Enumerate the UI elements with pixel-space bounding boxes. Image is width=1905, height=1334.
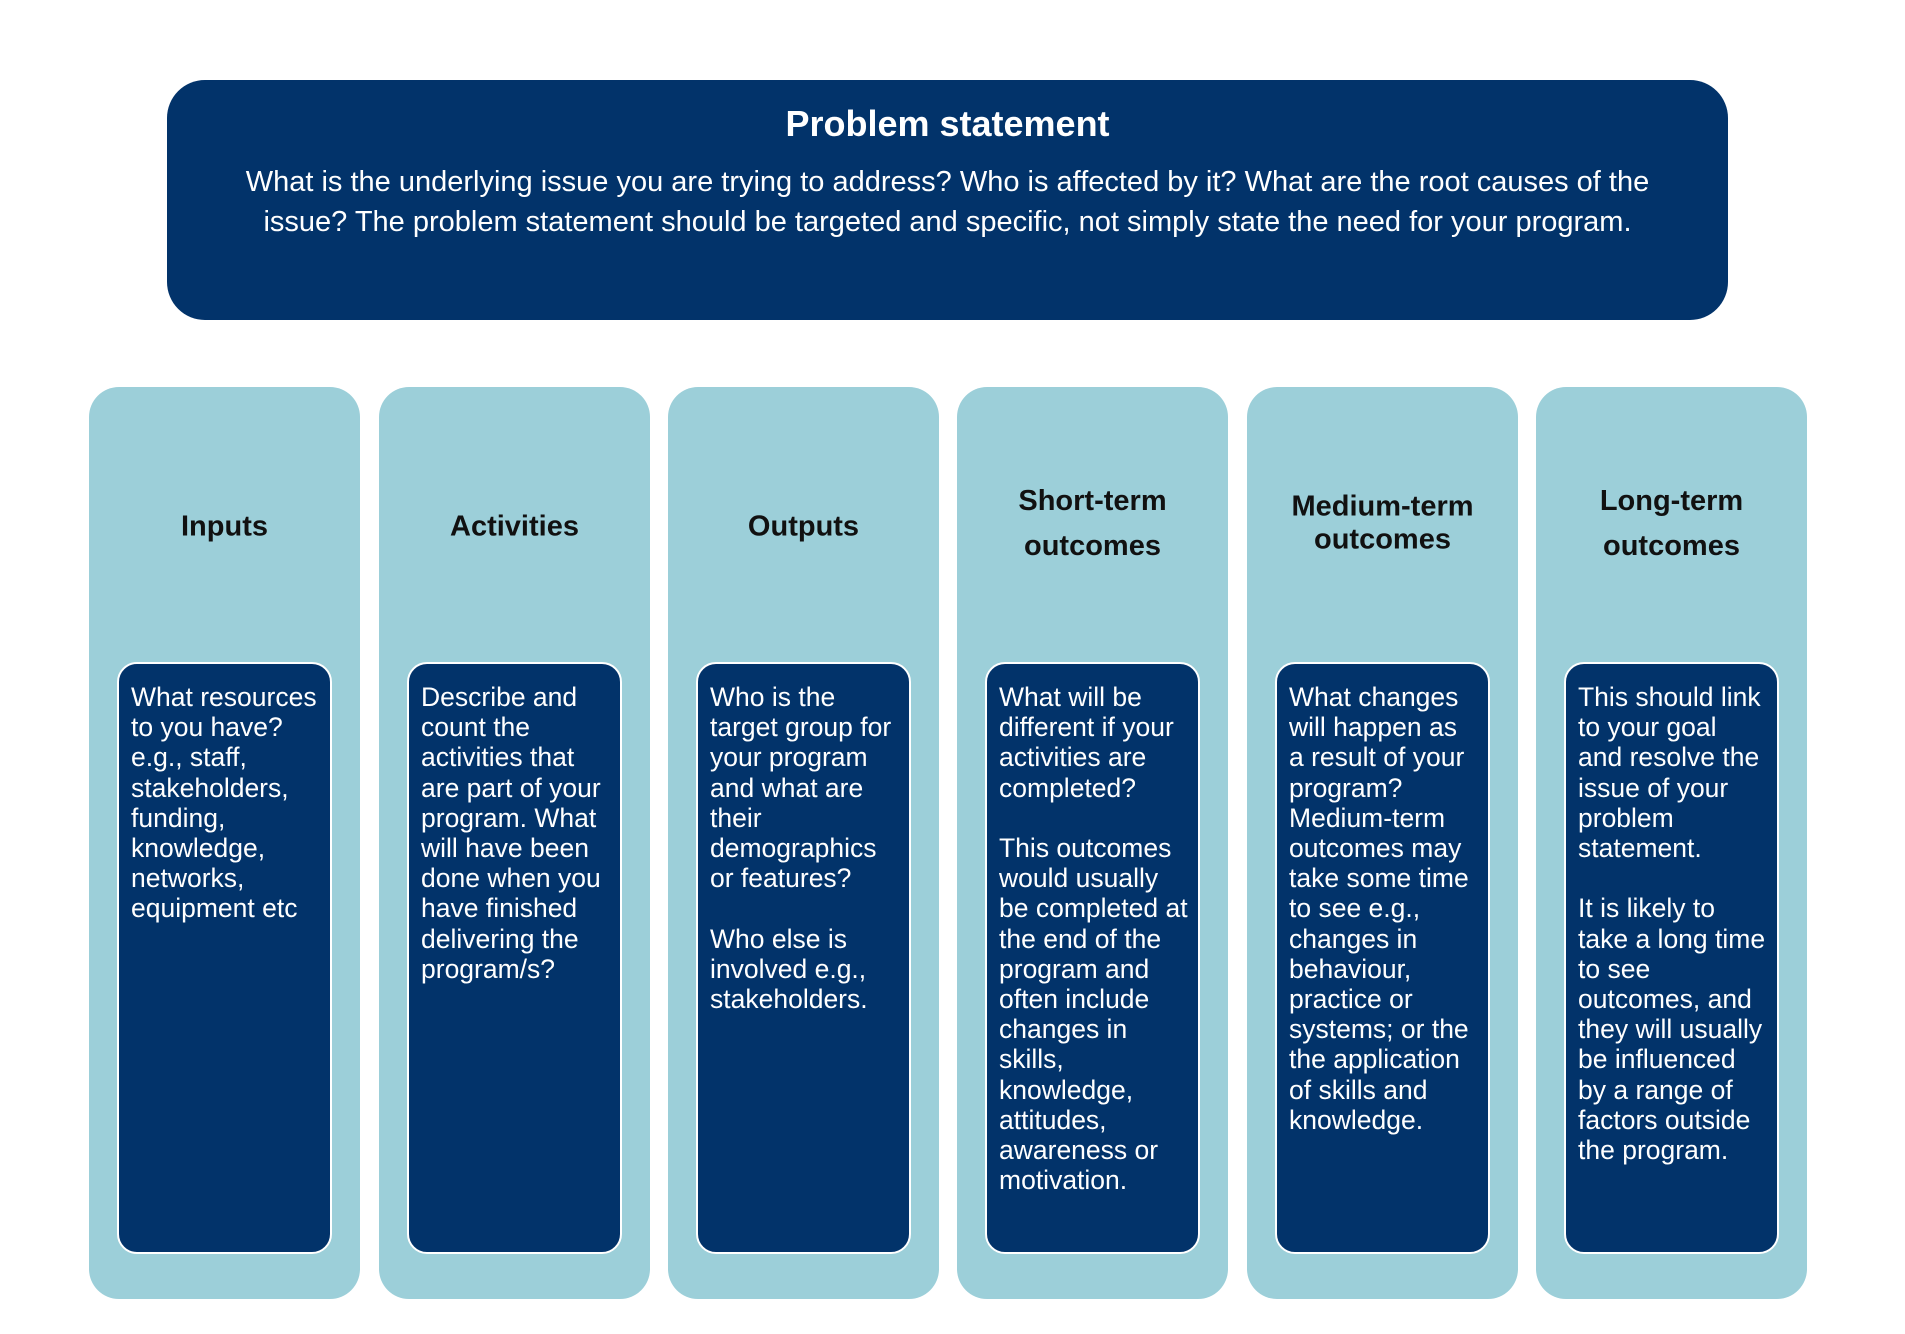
column-title-inputs: Inputs xyxy=(181,510,268,543)
column-medium-term-outcomes xyxy=(1247,387,1518,1299)
problem-statement-text: What is the underlying issue you are trying to address? Who is affected by it? What are the root causes of the issue? The problem statement should be targeted and specific, not simply state the need for your program. xyxy=(245,166,1650,238)
column-title-long-term-outcomes: Long-term outcomes xyxy=(1599,485,1744,562)
column-title-short-term-outcomes: Short-term outcomes xyxy=(1018,485,1167,562)
column-card-long-term-outcomes: This should link to your goal and resolve the issue of your problem statement. It is likely to take a long time to see outcomes, and they will usually be influenced by a range of factors outside the program. xyxy=(1564,662,1779,1254)
column-title-outputs: Outputs xyxy=(747,510,860,543)
column-long-term-outcomes xyxy=(1536,387,1807,1299)
column-title-activities: Activities xyxy=(450,510,579,543)
column-inputs xyxy=(89,387,360,1299)
column-title-medium-term-outcomes: Medium-term outcomes xyxy=(1291,490,1474,556)
problem-statement-box xyxy=(167,80,1728,320)
column-card-outputs: Who is the target group for your program and what are their demographics or features? Who else is involved e.g., stakeholders. xyxy=(696,662,911,1254)
problem-statement-title: Problem statement xyxy=(785,103,1110,144)
column-card-inputs: What resources to you have? e.g., staff, stakeholders, funding, knowledge, networks, equipment etc xyxy=(117,662,332,1254)
column-short-term-outcomes xyxy=(957,387,1228,1299)
column-card-short-term-outcomes: What will be different if your activities are completed? This outcomes would usually be completed at the end of the program and often include changes in skills, knowledge, attitudes, awareness or motivation. xyxy=(985,662,1200,1254)
column-card-medium-term-outcomes: What changes will happen as a result of your program? Medium-term outcomes may take some time to see e.g., changes in behaviour, practice or systems; or the the application of skills and knowledge. xyxy=(1275,662,1490,1254)
column-outputs xyxy=(668,387,939,1299)
column-card-activities: Describe and count the activities that are part of your program. What will have been done when you have finished delivering the program/s? xyxy=(407,662,622,1254)
column-activities xyxy=(379,387,650,1299)
